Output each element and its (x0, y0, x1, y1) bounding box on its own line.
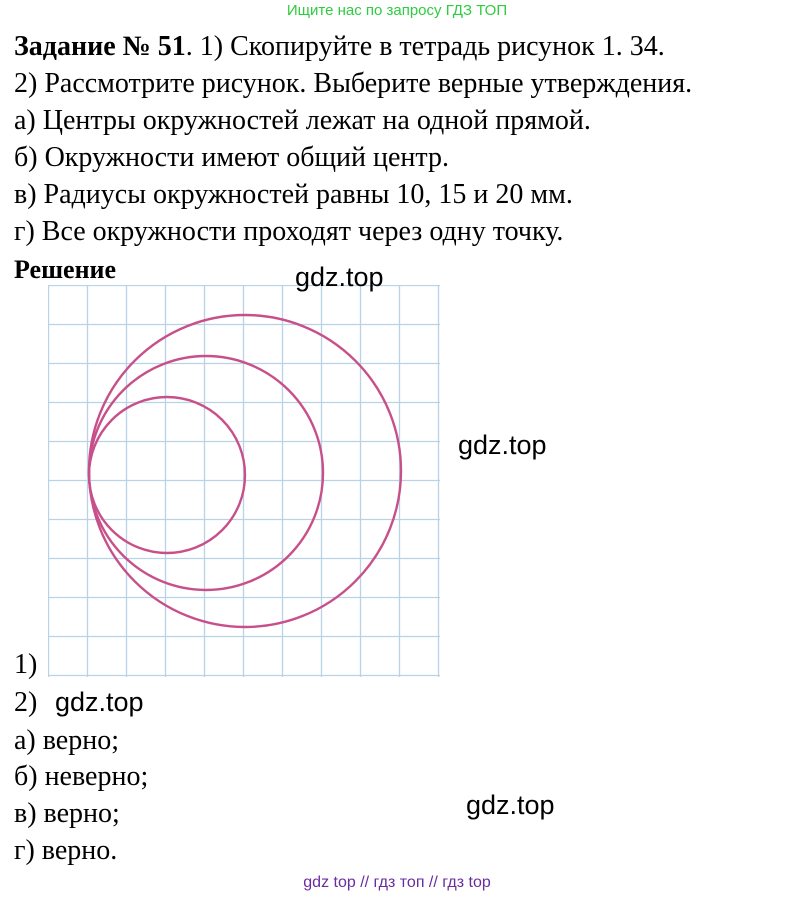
task-line-a: а) Центры окружностей лежат на одной прямой. (14, 105, 591, 136)
answer-b: б) неверно; (14, 761, 149, 792)
watermark: gdz.top (466, 790, 555, 820)
top-banner[interactable]: Ищите нас по запросу ГДЗ ТОП (286, 2, 508, 19)
watermark: gdz.top (458, 430, 547, 460)
circle-2 (89, 356, 323, 590)
task-title-rest: . 1) Скопируйте в тетрадь рисунок 1. 34. (185, 31, 665, 62)
task-line-g: г) Все окружности проходят через одну точку. (14, 216, 564, 247)
task-number: Задание № 51 (14, 31, 186, 62)
solution-item-2: 2) (14, 687, 38, 718)
circle-1 (89, 397, 245, 553)
watermark: gdz.top (55, 687, 144, 717)
answer-g: г) верно. (14, 835, 118, 866)
circles-group (89, 315, 401, 627)
task-line-2: 2) Рассмотрите рисунок. Выберите верные утверждения. (14, 68, 693, 99)
task-title (14, 30, 665, 64)
task-line-v: в) Радиусы окружностей равны 10, 15 и 20 мм. (14, 179, 573, 210)
answer-v: в) верно; (14, 798, 120, 829)
bottom-banner[interactable]: gdz top // гдз топ // гдз top (303, 874, 491, 891)
task-line-b: б) Окружности имеют общий центр. (14, 142, 449, 173)
solution-item-1: 1) (14, 649, 38, 680)
watermark: gdz.top (295, 262, 384, 292)
solution-heading: Решение (14, 255, 117, 284)
answer-a: а) верно; (14, 725, 119, 756)
circles-figure (48, 285, 440, 677)
